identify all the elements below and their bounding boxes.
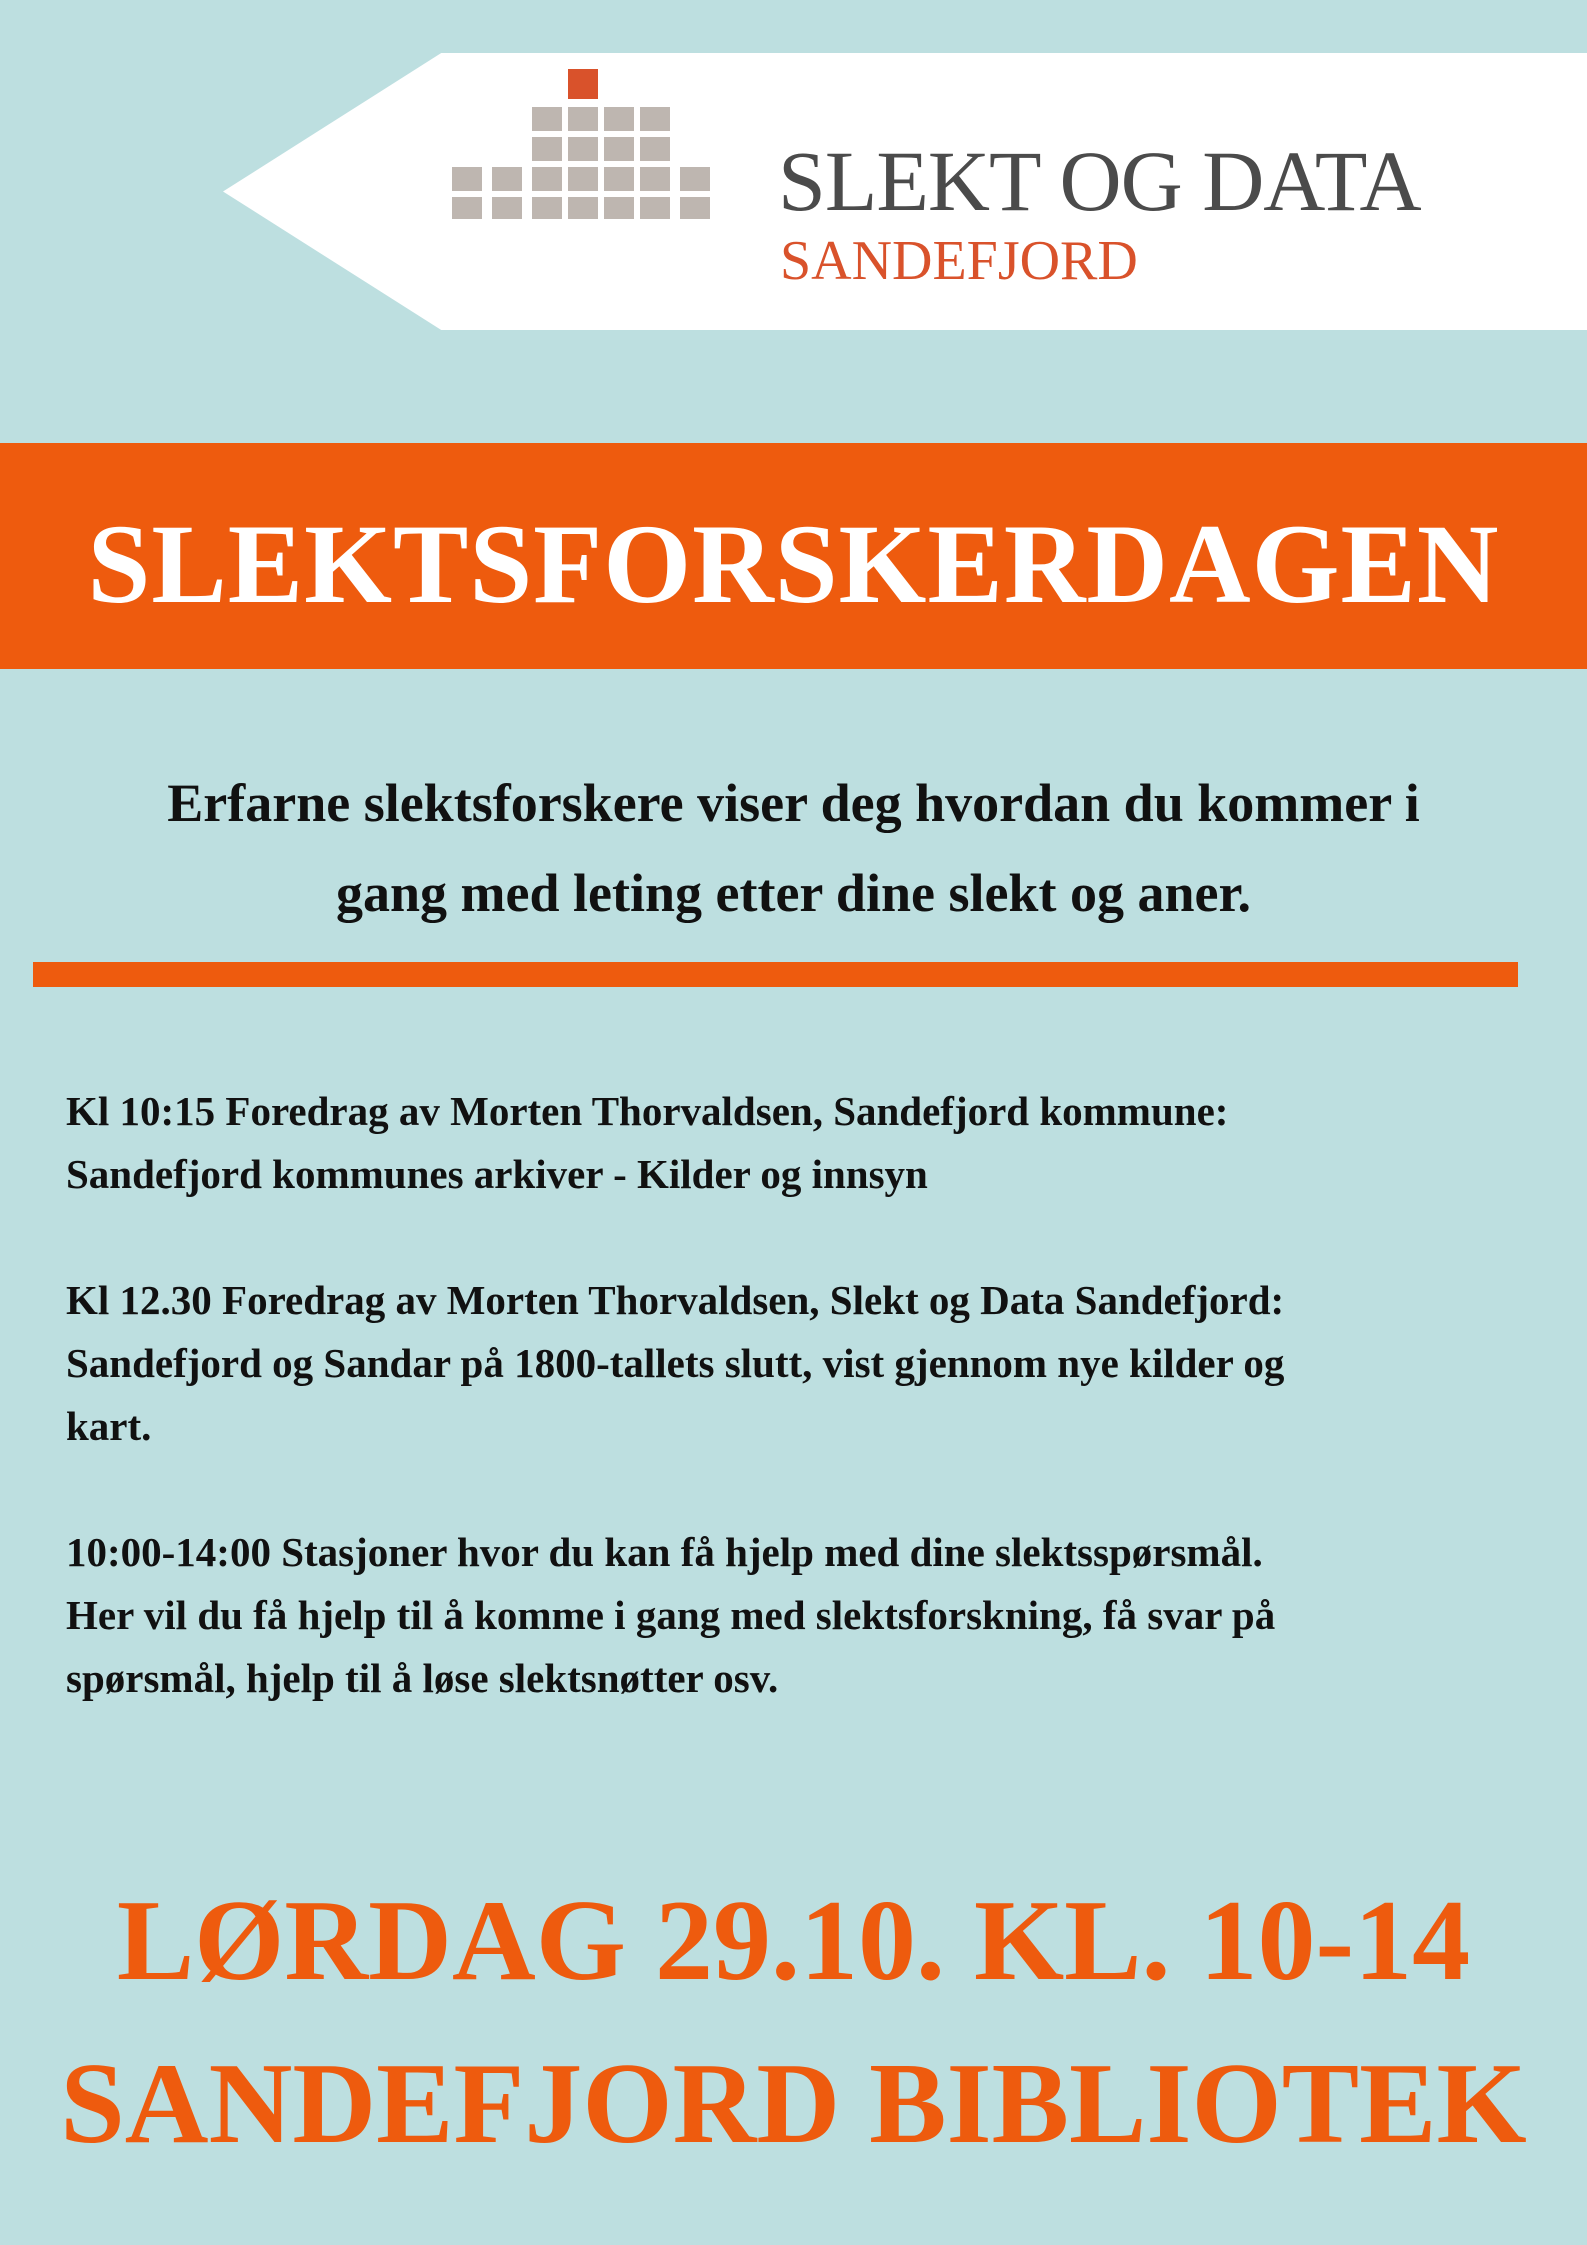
program-line: Her vil du få hjelp til å komme i gang med slektsforskning, få svar på [66,1592,1276,1638]
event-venue: SANDEFJORD BIBLIOTEK [60,2040,1527,2168]
program-list [66,1080,1546,1773]
program-line: Sandefjord og Sandar på 1800-tallets slutt, vist gjennom nye kilder og [66,1340,1285,1386]
logo-title: SLEKT OG DATA [778,133,1421,229]
program-item [66,1080,1546,1206]
program-item [66,1521,1546,1710]
program-line: kart. [66,1403,152,1449]
program-line: 10:00-14:00 Stasjoner hvor du kan få hjelp med dine slektsspørsmål. [66,1529,1263,1575]
intro-text [20,758,1567,938]
stacked-blocks-icon [452,69,718,219]
intro-line: Erfarne slektsforskere viser deg hvordan du kommer i [167,773,1420,833]
intro-line: gang med leting etter dine slekt og aner. [336,863,1251,923]
program-line: spørsmål, hjelp til å løse slektsnøtter osv. [66,1655,779,1701]
logo-subtitle: SANDEFJORD [780,230,1138,292]
program-line: Sandefjord kommunes arkiver - Kilder og innsyn [66,1151,928,1197]
page-title: SLEKTSFORSKERDAGEN [87,502,1500,627]
program-line: Kl 10:15 Foredrag av Morten Thorvaldsen, Sandefjord kommune: [66,1088,1229,1134]
program-line: Kl 12.30 Foredrag av Morten Thorvaldsen, Slekt og Data Sandefjord: [66,1277,1285,1323]
event-date: LØRDAG 29.10. KL. 10-14 [116,1877,1471,2005]
program-item [66,1269,1546,1458]
divider [33,962,1518,987]
